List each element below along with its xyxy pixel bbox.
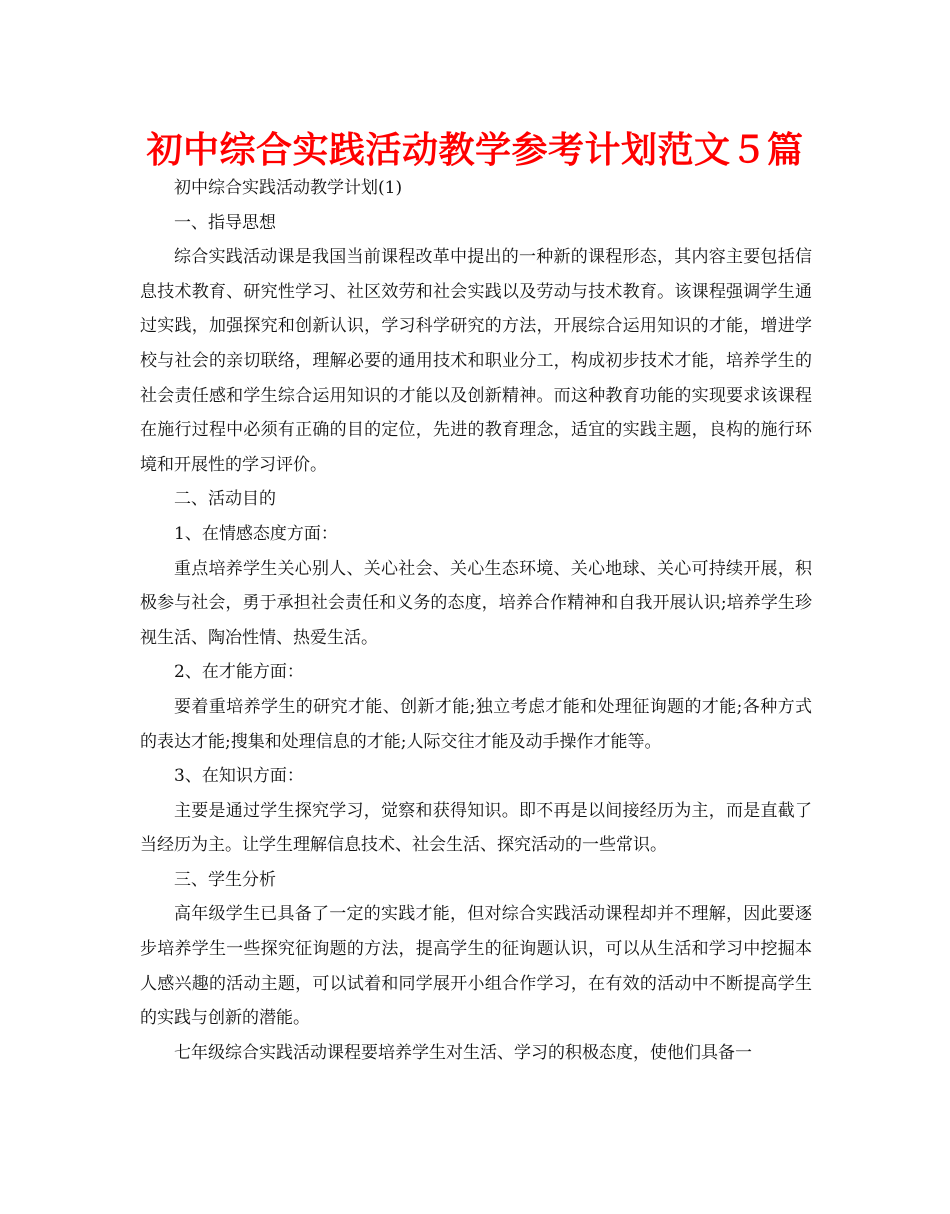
paragraph: 重点培养学生关心别人、关心社会、关心生态环境、关心地球、关心可持续开展，积极参与社会，勇于承担社会责任和义务的态度，培养合作精神和自我开展认识;培养学生珍视生活、陶冶性情、热爱生活。 (140, 558, 812, 648)
paragraph: 要着重培养学生的研究才能、创新才能;独立考虑才能和处理征询题的才能;各种方式的表达才能;搜集和处理信息的才能;人际交往才能及动手操作才能等。 (140, 696, 812, 752)
paragraph: 七年级综合实践活动课程要培养学生对生活、学习的积极态度，使他们具备一 (174, 1042, 752, 1063)
paragraph: 综合实践活动课是我国当前课程改革中提出的一种新的课程形态，其内容主要包括信息技术教育、研究性学习、社区效劳和社会实践以及劳动与技术教育。该课程强调学生通过实践，加强探究和创新认识，学习科学研究的方法，开展综合运用知识的才能，增进学校与社会的亲切联络，理解必要的通用技术和职业分工，构成初步技术才能，培养学生的社会责任感和学生综合运用知识的才能以及创新精神。而这种教育功能的实现要求该课程在施行过程中必须有正确的目的定位，先进的教育理念，适宜的实践主题，良构的施行环境和开展性的学习评价。 (140, 247, 812, 475)
document-title: 初中综合实践活动教学参考计划范文５篇 (146, 130, 804, 171)
paragraph-heading: 初中综合实践活动教学计划(1) (174, 178, 403, 198)
paragraph: 高年级学生已具备了一定的实践才能，但对综合实践活动课程却并不理解，因此要逐步培养学生一些探究征询题的方法，提高学生的征询题认识，可以从生活和学习中挖掘本人感兴趣的活动主题，可以试着和同学展开小组合作学习，在有效的活动中不断提高学生的实践与创新的潜能。 (140, 904, 812, 1029)
document-body (140, 171, 812, 1070)
section-heading: 三、学生分析 (174, 869, 276, 890)
subsection-heading: 2、在才能方面： (174, 662, 304, 683)
paragraph: 主要是通过学生探究学习，觉察和获得知识。即不再是以间接经历为主，而是直截了当经历为主。让学生理解信息技术、社会生活、探究活动的一些常识。 (140, 800, 812, 856)
section-heading: 二、活动目的 (174, 489, 276, 510)
section-heading: 一、指导思想 (174, 212, 276, 233)
subsection-heading: 1、在情感态度方面： (174, 523, 338, 544)
subsection-heading: 3、在知识方面： (174, 766, 304, 787)
